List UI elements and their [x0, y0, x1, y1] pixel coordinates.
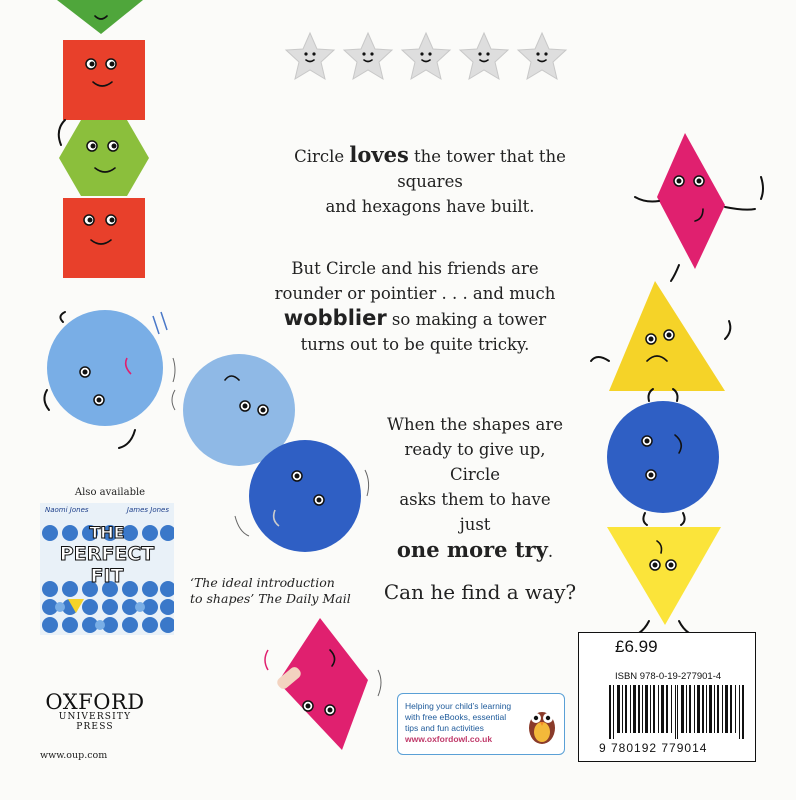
- also-available-label: Also available: [74, 487, 146, 498]
- paragraph-1: Circle loves the tower that the squares and hexagons have built.: [294, 142, 566, 216]
- price-label: £6.99: [615, 637, 658, 656]
- owl-icon: [526, 702, 558, 746]
- left-tower: [55, 0, 155, 280]
- barcode-icon: [609, 685, 747, 739]
- star-icon: [402, 33, 450, 79]
- oxfordowl-line1: Helping your child’s learning: [405, 701, 512, 711]
- book-title-fit: FIT: [90, 565, 124, 587]
- book-title-the: THE: [89, 523, 125, 542]
- publisher-name: OXFORD: [45, 690, 145, 714]
- green-triangle: [57, 0, 143, 34]
- star-rating: [280, 30, 570, 85]
- pink-diamond: [657, 133, 725, 269]
- book-author: Naomi Jones: [45, 506, 89, 514]
- light-blue-circle: [47, 310, 163, 426]
- paragraph-2: But Circle and his friends are rounder or pointier . . . and much wobblier so making a tower turns out to be quite tricky.: [274, 259, 556, 354]
- paragraph-4: Can he find a way?: [383, 580, 577, 604]
- star-icon: [344, 33, 392, 79]
- also-available-book[interactable]: [40, 503, 174, 635]
- isbn-label: ISBN 978-0-19-277901-4: [615, 671, 722, 682]
- green-hexagon: [59, 120, 149, 196]
- oxfordowl-panel[interactable]: [397, 693, 565, 755]
- book-title-perfect: PERFECT: [59, 543, 155, 565]
- red-square-top: [63, 40, 145, 120]
- publisher-url[interactable]: www.oup.com: [40, 750, 108, 761]
- review-quote: ‘The ideal introduction to shapes’ The Daily Mail: [190, 575, 351, 606]
- red-square-bottom: [63, 198, 145, 278]
- barcode-box: [578, 632, 756, 762]
- oxfordowl-line3: tips and fun activities: [405, 723, 484, 733]
- star-icon: [286, 33, 334, 79]
- blue-circle: [249, 440, 361, 552]
- star-icon: [460, 33, 508, 79]
- bottom-pink-diamond: [250, 610, 400, 760]
- paragraph-3: When the shapes are ready to give up, Circle asks them to have just one more try.: [387, 415, 563, 562]
- publisher-sub: UNIVERSITY PRESS: [58, 712, 132, 732]
- oxfordowl-line2: with free eBooks, essential: [405, 712, 507, 722]
- publisher-logo[interactable]: [40, 690, 150, 732]
- barcode-number: 9 780192 779014: [599, 741, 708, 755]
- oxfordowl-url[interactable]: www.oxfordowl.co.uk: [405, 734, 493, 744]
- star-icon: [518, 33, 566, 79]
- right-tower: [575, 125, 775, 635]
- yellow-inverted-triangle: [607, 527, 721, 625]
- blue-circle-tower: [607, 401, 719, 513]
- book-illustrator: James Jones: [126, 506, 169, 514]
